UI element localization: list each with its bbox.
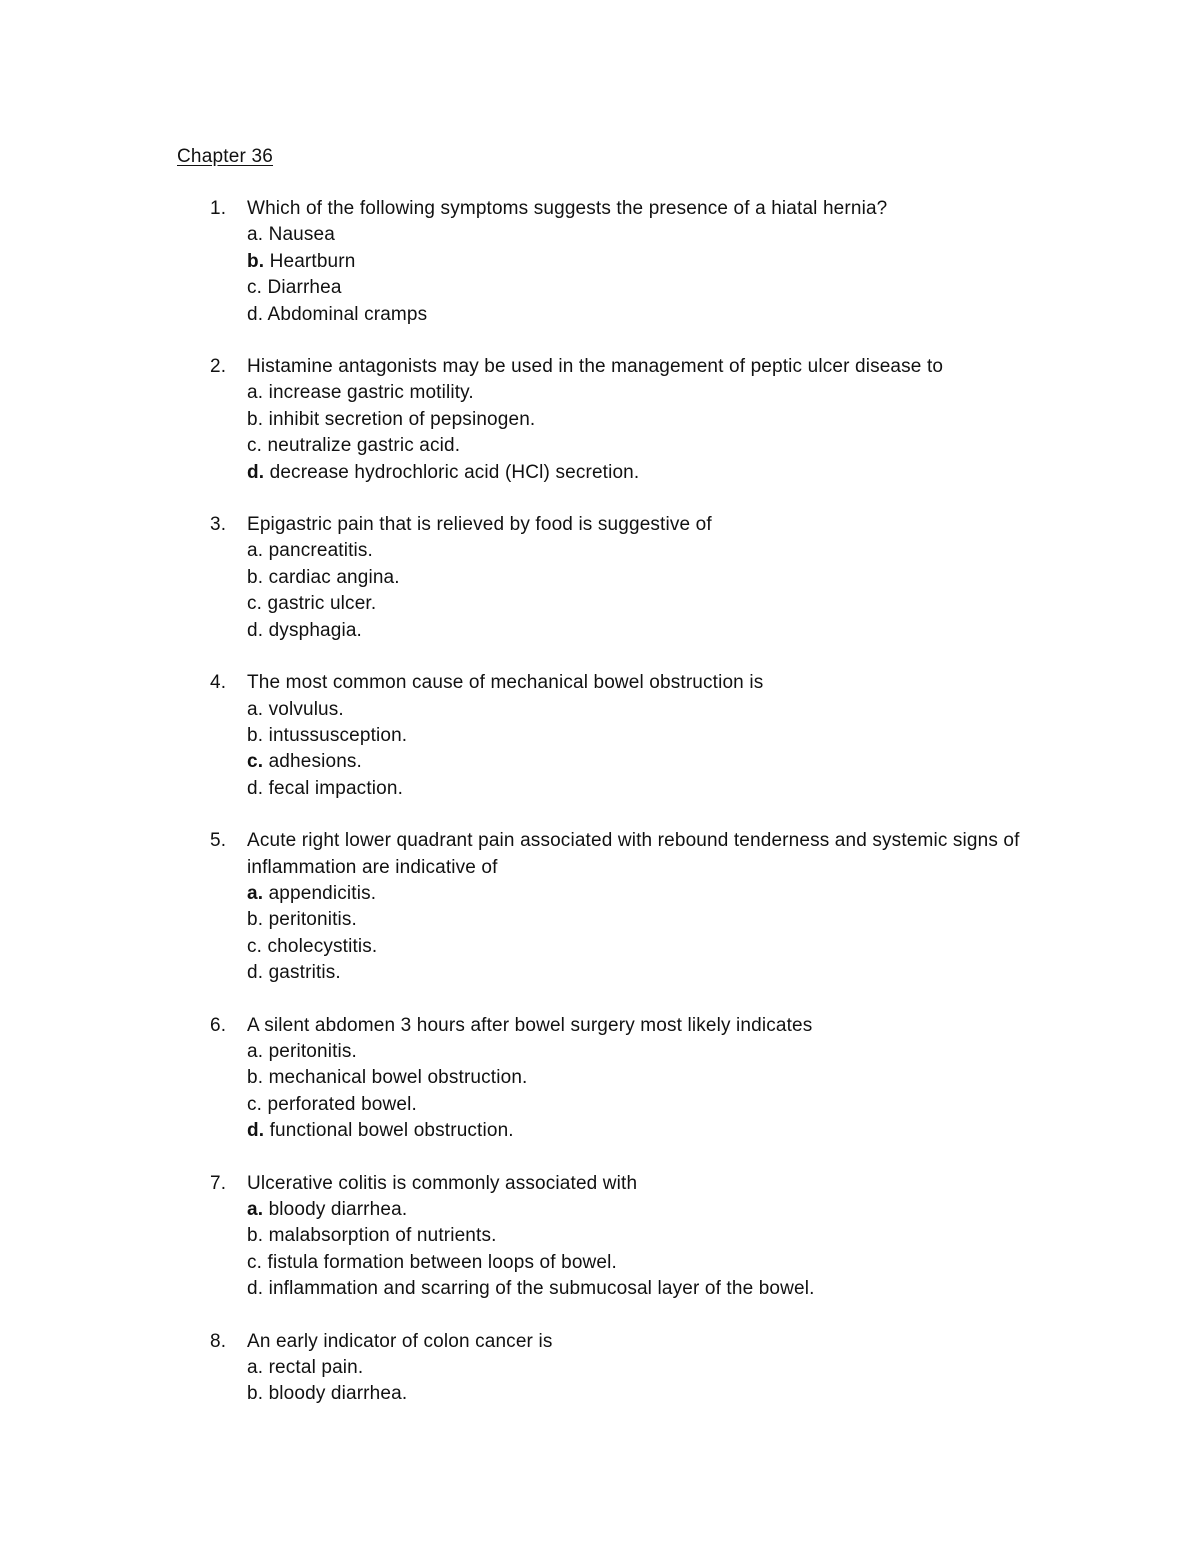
option-letter: d. — [247, 461, 265, 483]
answer-option — [247, 1250, 1200, 1276]
answer-options — [247, 881, 1200, 987]
option-text: neutralize gastric acid. — [262, 435, 461, 457]
option-text: Abdominal cramps — [263, 303, 428, 325]
question-number: 2. — [210, 356, 227, 378]
option-text: gastritis. — [263, 962, 341, 984]
answer-option — [247, 538, 1200, 564]
answer-option — [247, 1276, 1200, 1302]
answer-option — [247, 1092, 1200, 1118]
option-text: malabsorption of nutrients. — [263, 1225, 497, 1247]
option-letter: b. — [247, 909, 264, 931]
option-letter: c. — [247, 935, 263, 957]
option-letter: a. — [247, 224, 264, 246]
answer-option — [247, 907, 1200, 933]
question-stem: Ulcerative colitis is commonly associated with — [247, 1172, 638, 1194]
question-item — [0, 670, 1200, 802]
option-text: mechanical bowel obstruction. — [263, 1067, 528, 1089]
answer-options — [247, 1197, 1200, 1303]
option-text: gastric ulcer. — [262, 593, 377, 615]
option-letter: b. — [247, 566, 264, 588]
option-text: increase gastric motility. — [263, 382, 474, 404]
question-number: 8. — [210, 1330, 227, 1352]
question-stem: Which of the following symptoms suggests the presence of a hiatal hernia? — [247, 198, 888, 219]
option-text: Nausea — [263, 224, 335, 246]
answer-option — [247, 1381, 1200, 1407]
question-stem: A silent abdomen 3 hours after bowel surgery most likely indicates — [247, 1014, 813, 1036]
answer-option — [247, 776, 1200, 802]
option-letter: c. — [247, 1251, 263, 1273]
question-number: 4. — [210, 672, 227, 694]
option-text: rectal pain. — [263, 1357, 364, 1379]
question-item — [0, 1329, 1200, 1408]
option-text: dysphagia. — [263, 619, 362, 641]
question-number: 7. — [210, 1172, 227, 1194]
option-letter: b. — [247, 1225, 264, 1247]
option-text: inflammation and scarring of the submucosal layer of the bowel. — [263, 1278, 815, 1300]
answer-options — [247, 697, 1200, 803]
answer-option — [247, 723, 1200, 749]
question-item — [0, 354, 1200, 486]
option-letter: c. — [247, 751, 264, 773]
option-letter: b. — [247, 724, 264, 746]
question-stem: An early indicator of colon cancer is — [247, 1330, 553, 1352]
answer-option — [247, 1039, 1200, 1065]
answer-option — [247, 591, 1200, 617]
option-text: appendicitis. — [263, 882, 377, 904]
option-letter: c. — [247, 435, 263, 457]
question-number: 6. — [210, 1014, 227, 1036]
option-letter: a. — [247, 1357, 264, 1379]
answer-option — [247, 380, 1200, 406]
answer-option — [247, 460, 1200, 486]
answer-options — [247, 1039, 1200, 1145]
question-stem: Histamine antagonists may be used in the management of peptic ulcer disease to — [247, 356, 944, 378]
option-letter: d. — [247, 777, 264, 799]
question-number: 1. — [210, 198, 227, 219]
option-letter: d. — [247, 619, 264, 641]
option-text: Heartburn — [264, 250, 356, 272]
question-number: 3. — [210, 514, 227, 536]
option-letter: a. — [247, 1040, 264, 1062]
option-text: functional bowel obstruction. — [264, 1120, 514, 1142]
option-letter: c. — [247, 1093, 263, 1115]
option-letter: a. — [247, 698, 264, 720]
chapter-title: Chapter 36 — [177, 146, 274, 167]
answer-option — [247, 565, 1200, 591]
option-text: cholecystitis. — [262, 935, 378, 957]
answer-option — [247, 749, 1200, 775]
option-letter: b. — [247, 1383, 264, 1405]
question-item — [0, 512, 1200, 644]
option-text: intussusception. — [263, 724, 408, 746]
option-text: Diarrhea — [262, 277, 342, 299]
answer-option — [247, 1065, 1200, 1091]
question-item — [0, 1171, 1200, 1303]
answer-option — [247, 960, 1200, 986]
answer-option — [247, 275, 1200, 301]
option-letter: d. — [247, 1278, 264, 1300]
answer-option — [247, 1355, 1200, 1381]
answer-option — [247, 1197, 1200, 1223]
option-letter: b. — [247, 408, 264, 430]
answer-options — [247, 380, 1200, 486]
option-text: bloody diarrhea. — [263, 1199, 408, 1220]
option-letter: d. — [247, 1120, 265, 1142]
option-text: volvulus. — [263, 698, 344, 720]
answer-options — [247, 222, 1200, 328]
answer-option — [247, 881, 1200, 907]
answer-option — [247, 934, 1200, 960]
answer-options — [247, 1355, 1200, 1408]
answer-option — [247, 249, 1200, 275]
option-letter: c. — [247, 277, 263, 299]
option-letter: a. — [247, 882, 264, 904]
option-text: fistula formation between loops of bowel. — [262, 1251, 617, 1273]
option-text: peritonitis. — [263, 1040, 357, 1062]
option-text: pancreatitis. — [263, 540, 373, 562]
option-letter: d. — [247, 962, 264, 984]
option-letter: b. — [247, 250, 265, 272]
question-stem: Acute right lower quadrant pain associated with rebound tenderness and systemic signs of inflammation are indicative of — [247, 830, 1020, 878]
option-letter: d. — [247, 303, 264, 325]
option-text: fecal impaction. — [263, 777, 403, 799]
option-text: inhibit secretion of pepsinogen. — [263, 408, 536, 430]
question-stem: The most common cause of mechanical bowel obstruction is — [247, 672, 764, 694]
answer-options — [247, 538, 1200, 644]
option-text: decrease hydrochloric acid (HCl) secretion. — [264, 461, 640, 483]
answer-option — [247, 222, 1200, 248]
option-text: adhesions. — [263, 751, 362, 773]
option-letter: a. — [247, 1199, 264, 1220]
question-list — [0, 196, 1200, 1434]
answer-option — [247, 302, 1200, 328]
question-stem: Epigastric pain that is relieved by food is suggestive of — [247, 514, 712, 536]
question-item — [0, 828, 1200, 986]
option-text: peritonitis. — [263, 909, 357, 931]
option-letter: a. — [247, 382, 264, 404]
option-letter: a. — [247, 540, 264, 562]
option-text: perforated bowel. — [262, 1093, 417, 1115]
option-text: bloody diarrhea. — [263, 1383, 408, 1405]
answer-option — [247, 1223, 1200, 1249]
answer-option — [247, 618, 1200, 644]
option-text: cardiac angina. — [263, 566, 400, 588]
option-letter: c. — [247, 593, 263, 615]
question-number: 5. — [210, 830, 227, 852]
answer-option — [247, 407, 1200, 433]
option-letter: b. — [247, 1067, 264, 1089]
question-item — [0, 196, 1200, 328]
answer-option — [247, 1118, 1200, 1144]
answer-option — [247, 697, 1200, 723]
question-item — [0, 1013, 1200, 1145]
answer-option — [247, 433, 1200, 459]
